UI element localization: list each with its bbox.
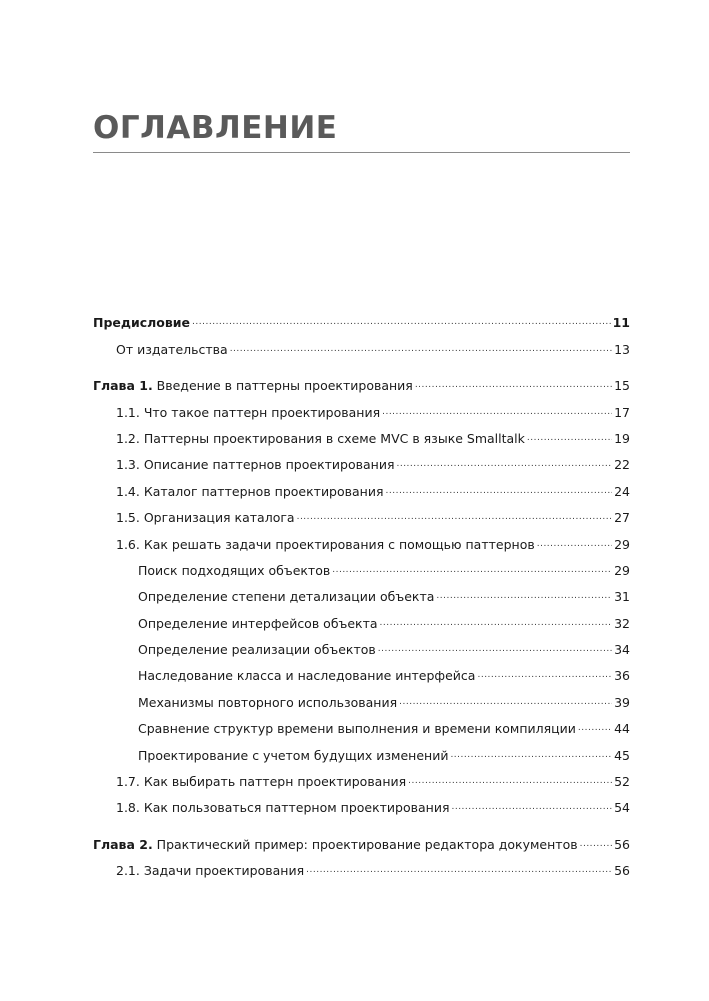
toc-entry[interactable]	[93, 657, 630, 683]
toc-entry-text: От издательства	[116, 341, 228, 357]
toc-entry-page: 36	[614, 668, 630, 684]
toc-entry-text: Определение степени детализации объекта	[138, 589, 435, 605]
dot-leader	[332, 560, 612, 578]
toc-entry[interactable]	[93, 304, 630, 330]
toc-entry[interactable]	[93, 367, 630, 393]
toc-entry-text: Поиск подходящих объектов	[138, 562, 331, 578]
toc-entry[interactable]	[93, 472, 630, 498]
toc-entry[interactable]	[93, 710, 630, 736]
dot-leader	[378, 639, 612, 657]
toc-entry-page: 56	[614, 836, 630, 852]
toc-entry-page: 29	[614, 536, 630, 552]
toc-entry-text: 1.8. Как пользоваться паттерном проектирования	[116, 800, 450, 816]
toc-entry[interactable]	[93, 393, 630, 419]
toc-entry-text: 2.1. Задачи проектирования	[116, 863, 305, 879]
dot-leader	[537, 534, 612, 552]
toc-entry-page: 27	[614, 510, 630, 526]
toc-entry-page: 54	[614, 800, 630, 816]
toc-entry[interactable]	[93, 420, 630, 446]
toc-entry-text: 1.3. Описание паттернов проектирования	[116, 457, 395, 473]
toc-entry-title	[116, 863, 304, 878]
toc-entry-page: 19	[614, 430, 630, 446]
dot-leader	[580, 834, 613, 852]
toc-entry-title	[138, 748, 448, 763]
toc-entry-text: 1.2. Паттерны проектирования в схеме MVC в языке Smalltalk	[116, 430, 525, 446]
toc-entry-text: 1.6. Как решать задачи проектирования с помощью паттернов	[116, 536, 535, 552]
toc-entry-title	[138, 589, 434, 604]
toc-entry-title	[138, 563, 330, 578]
toc-entry-title	[116, 405, 380, 420]
toc-entry[interactable]	[93, 330, 630, 356]
toc-entry-text: Определение реализации объектов	[138, 642, 376, 658]
toc-entry-page: 56	[614, 863, 630, 879]
toc-entry-prefix: Глава 2.	[93, 836, 153, 852]
toc-entry-title	[138, 695, 397, 710]
toc-entry-prefix: Предисловие	[93, 315, 191, 331]
dot-leader	[386, 481, 613, 499]
toc-entry-text: Механизмы повторного использования	[138, 694, 398, 710]
toc-entry-prefix: Глава 1.	[93, 378, 153, 394]
toc-entry-page: 29	[614, 562, 630, 578]
title-divider	[93, 152, 630, 153]
dot-leader	[436, 586, 612, 604]
toc-entry-page: 17	[614, 404, 630, 420]
toc-entry[interactable]	[93, 499, 630, 525]
toc-entry-text: Практический пример: проектирование редактора документов	[152, 836, 578, 852]
toc-entry-text: Проектирование с учетом будущих изменений	[138, 747, 449, 763]
toc-entry-page: 44	[614, 721, 630, 737]
toc-entry[interactable]	[93, 736, 630, 762]
toc-entry[interactable]	[93, 604, 630, 630]
dot-leader	[399, 692, 612, 710]
toc-entry-page: 52	[614, 774, 630, 790]
toc-entry-page: 31	[614, 589, 630, 605]
dot-leader	[408, 771, 612, 789]
toc-entry-text: 1.5. Организация каталога	[116, 510, 295, 526]
toc-entry-title	[116, 431, 525, 446]
page-title: ОГЛАВЛЕНИЕ	[93, 110, 338, 146]
toc-entry-text: Введение в паттерны проектирования	[152, 378, 413, 394]
toc-entry[interactable]	[93, 631, 630, 657]
toc-entry-page: 15	[614, 378, 630, 394]
toc-entry[interactable]	[93, 852, 630, 878]
dot-leader	[306, 860, 612, 878]
toc-entry[interactable]	[93, 446, 630, 472]
toc-entry-title	[93, 378, 413, 393]
dot-leader	[527, 428, 612, 446]
dot-leader	[578, 718, 612, 736]
toc-entry-text: Сравнение структур времени выполнения и времени компиляции	[138, 721, 576, 737]
toc-entry[interactable]	[93, 763, 630, 789]
toc-entry-page: 13	[614, 341, 630, 357]
toc-entry[interactable]	[93, 825, 630, 851]
dot-leader	[230, 339, 612, 357]
toc-entry-text: 1.1. Что такое паттерн проектирования	[116, 404, 381, 420]
toc-entry[interactable]	[93, 552, 630, 578]
toc-entry-page: 34	[614, 642, 630, 658]
toc-entry-title	[138, 642, 376, 657]
toc-entry-page: 22	[614, 457, 630, 473]
table-of-contents	[93, 304, 630, 878]
toc-entry-title	[93, 315, 190, 330]
toc-entry-page: 32	[614, 615, 630, 631]
dot-leader	[477, 665, 612, 683]
toc-entry-text: Определение интерфейсов объекта	[138, 615, 378, 631]
dot-leader	[297, 507, 613, 525]
dot-leader	[450, 745, 612, 763]
toc-entry-title	[116, 510, 295, 525]
toc-entry-page: 45	[614, 747, 630, 763]
toc-entry-title	[116, 484, 384, 499]
toc-entry-page: 39	[614, 694, 630, 710]
toc-entry-page: 11	[612, 315, 630, 331]
dot-leader	[380, 613, 613, 631]
toc-entry-title	[138, 668, 475, 683]
toc-entry-title	[138, 616, 378, 631]
toc-entry-title	[116, 342, 228, 357]
toc-entry-text: 1.7. Как выбирать паттерн проектирования	[116, 774, 407, 790]
toc-entry-title	[93, 837, 578, 852]
toc-entry[interactable]	[93, 578, 630, 604]
dot-leader	[451, 797, 612, 815]
toc-entry-text: Наследование класса и наследование интерфейса	[138, 668, 476, 684]
toc-entry-page: 24	[614, 483, 630, 499]
dot-leader	[192, 312, 611, 330]
toc-entry-title	[116, 457, 394, 472]
toc-entry-title	[116, 537, 535, 552]
toc-entry-text: 1.4. Каталог паттернов проектирования	[116, 483, 384, 499]
dot-leader	[415, 375, 612, 393]
toc-entry-title	[116, 774, 406, 789]
toc-entry-title	[116, 800, 449, 815]
toc-entry[interactable]	[93, 789, 630, 815]
toc-entry[interactable]	[93, 683, 630, 709]
toc-entry[interactable]	[93, 525, 630, 551]
dot-leader	[396, 454, 612, 472]
toc-entry-title	[138, 721, 576, 736]
dot-leader	[382, 402, 612, 420]
